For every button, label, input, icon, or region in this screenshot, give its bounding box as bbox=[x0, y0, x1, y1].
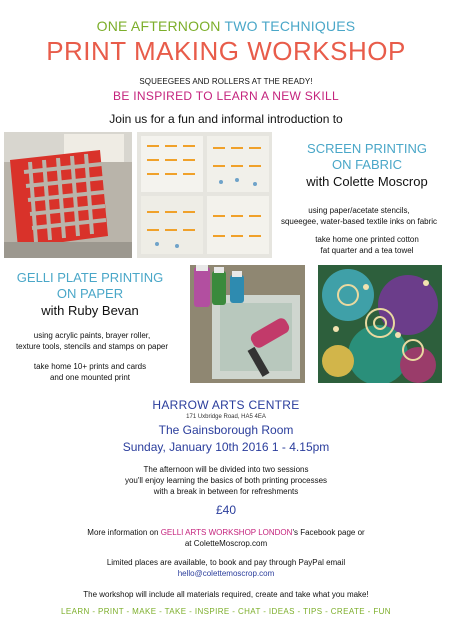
gelli-print-artwork-photo bbox=[318, 265, 442, 383]
screen-printing-materials bbox=[266, 205, 452, 227]
booking-info-line1: Limited places are available, to book and pay through PayPal email bbox=[106, 558, 346, 567]
gelli-printing-materials-line2: texture tools, stencils and stamps on paper bbox=[15, 342, 169, 351]
printed-fabric-photo bbox=[137, 132, 272, 258]
screen-printing-title-line2: ON FABRIC bbox=[331, 157, 403, 172]
one-afternoon-text: ONE AFTERNOON bbox=[96, 18, 221, 34]
room-name: The Gainsborough Room bbox=[158, 423, 294, 437]
gelli-printing-tutor: with Ruby Bevan bbox=[41, 303, 139, 318]
more-info-prefix: More information on bbox=[87, 528, 159, 537]
screen-printing-tutor: with Colette Moscrop bbox=[306, 174, 428, 189]
materials-included-text: The workshop will include all materials required, create and take what you make! bbox=[83, 590, 369, 599]
gelli-printing-materials bbox=[0, 330, 184, 352]
venue-address: 171 Uxbridge Road, HA5 4EA bbox=[186, 414, 266, 420]
gelli-printing-takeaway-line1: take home 10+ prints and cards bbox=[33, 362, 147, 371]
screen-printing-title bbox=[282, 141, 452, 173]
sessions-line3: with a break in between for refreshments bbox=[153, 487, 299, 496]
screen-printing-frame-photo bbox=[4, 132, 132, 258]
more-info-suffix: 's Facebook page or bbox=[292, 528, 365, 537]
more-info-text bbox=[0, 527, 452, 549]
screen-printing-takeaway-line2: fat quarter and a tea towel bbox=[320, 246, 414, 255]
facebook-page-link[interactable]: GELLI ARTS WORKSHOP LONDON bbox=[160, 528, 293, 537]
screen-printing-takeaway bbox=[282, 234, 452, 256]
page-title: PRINT MAKING WORKSHOP bbox=[46, 36, 406, 66]
gelli-printing-materials-line1: using acrylic paints, brayer roller, bbox=[33, 331, 151, 340]
intro-text: Join us for a fun and informal introduction to bbox=[109, 112, 343, 126]
sessions-info bbox=[0, 464, 452, 497]
venue-name: HARROW ARTS CENTRE bbox=[152, 398, 300, 412]
gelli-printing-takeaway bbox=[0, 361, 180, 383]
screen-printing-materials-line2: squeegee, water-based textile inks on fabric bbox=[280, 217, 438, 226]
gelli-plate-tools-photo bbox=[190, 265, 305, 383]
price: £40 bbox=[215, 503, 237, 517]
squeegees-text: SQUEEGEES AND ROLLERS AT THE READY! bbox=[139, 77, 313, 86]
screen-printing-takeaway-line1: take home one printed cotton bbox=[315, 235, 419, 244]
sessions-line1: The afternoon will be divided into two sessions bbox=[143, 465, 309, 474]
gelli-printing-title-line2: ON PAPER bbox=[56, 286, 124, 301]
sessions-line2: you'll enjoy learning the basics of both printing processes bbox=[124, 476, 328, 485]
subtitle-one-afternoon-two-techniques bbox=[0, 18, 452, 34]
two-techniques-text: TWO TECHNIQUES bbox=[224, 18, 356, 34]
inspired-text: BE INSPIRED TO LEARN A NEW SKILL bbox=[113, 89, 339, 103]
gelli-printing-title bbox=[0, 270, 180, 302]
tagline: LEARN - PRINT - MAKE - TAKE - INSPIRE - CHAT - IDEAS - TIPS - CREATE - FUN bbox=[61, 607, 391, 616]
website-link[interactable]: at ColetteMoscrop.com bbox=[184, 539, 268, 548]
gelli-printing-title-line1: GELLI PLATE PRINTING bbox=[16, 270, 164, 285]
booking-info bbox=[0, 557, 452, 579]
screen-printing-title-line1: SCREEN PRINTING bbox=[307, 141, 427, 156]
event-date-time: Sunday, January 10th 2016 1 - 4.15pm bbox=[122, 440, 330, 454]
screen-printing-materials-line1: using paper/acetate stencils, bbox=[308, 206, 410, 215]
gelli-printing-takeaway-line2: and one mounted print bbox=[49, 373, 131, 382]
booking-email-link[interactable]: hello@colettemoscrop.com bbox=[177, 569, 275, 578]
